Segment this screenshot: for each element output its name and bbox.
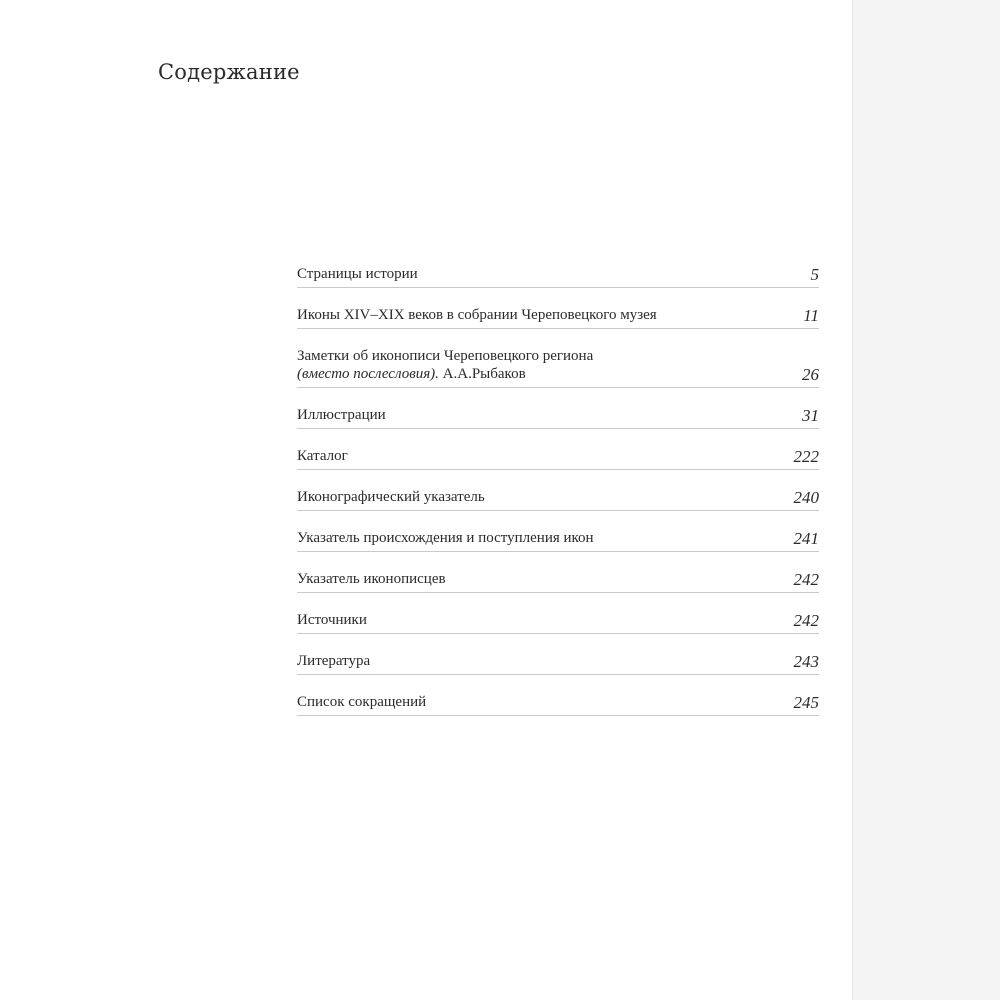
toc-entry-page: 242 bbox=[793, 570, 819, 589]
toc-entry-author: А.А.Рыбаков bbox=[438, 366, 526, 382]
toc-entry[interactable] bbox=[297, 686, 819, 716]
toc-entry-title: Литература bbox=[297, 653, 371, 669]
toc-entry[interactable] bbox=[297, 522, 819, 552]
toc-entry-page: 241 bbox=[793, 529, 819, 548]
page-title: Содержание bbox=[158, 60, 300, 84]
toc-entry-subtitle-italic: (вместо послесловия). bbox=[297, 366, 439, 382]
toc-entry[interactable] bbox=[297, 299, 819, 329]
toc-entry-title: Иконы XIV–XIX веков в собрании Череповецкого музея bbox=[297, 307, 657, 323]
toc-entry-title: Заметки об иконописи Череповецкого региона bbox=[297, 348, 594, 364]
toc-entry-title: Источники bbox=[297, 612, 367, 628]
toc-entry-page: 242 bbox=[793, 611, 819, 630]
toc-entry-page: 245 bbox=[793, 693, 819, 712]
toc-entry-page: 5 bbox=[810, 265, 819, 284]
toc-entry-title: Указатель происхождения и поступления икон bbox=[297, 530, 594, 546]
toc-entry-page: 243 bbox=[793, 652, 819, 671]
toc-entry-title: Список сокращений bbox=[297, 694, 427, 710]
toc-entry[interactable] bbox=[297, 645, 819, 675]
toc-entry[interactable] bbox=[297, 563, 819, 593]
toc-entry[interactable] bbox=[297, 440, 819, 470]
toc-entry[interactable] bbox=[297, 481, 819, 511]
toc-entry-page: 240 bbox=[793, 488, 819, 507]
toc-entry-page: 222 bbox=[793, 447, 819, 466]
toc-entry-title: Иллюстрации bbox=[297, 407, 386, 423]
toc-entry-title: Иконографический указатель bbox=[297, 489, 485, 505]
toc-entry-page: 26 bbox=[802, 365, 819, 384]
toc-entry[interactable] bbox=[297, 604, 819, 634]
toc-entry-title: Каталог bbox=[297, 448, 348, 464]
toc-entry[interactable] bbox=[297, 258, 819, 288]
toc-entry[interactable] bbox=[297, 399, 819, 429]
table-of-contents bbox=[297, 258, 819, 727]
toc-entry-subtitle bbox=[297, 365, 819, 383]
toc-entry[interactable] bbox=[297, 340, 819, 388]
toc-entry-page: 31 bbox=[802, 406, 819, 425]
toc-entry-title: Страницы истории bbox=[297, 266, 418, 282]
toc-entry-title: Указатель иконописцев bbox=[297, 571, 446, 587]
toc-entry-page: 11 bbox=[803, 306, 819, 325]
